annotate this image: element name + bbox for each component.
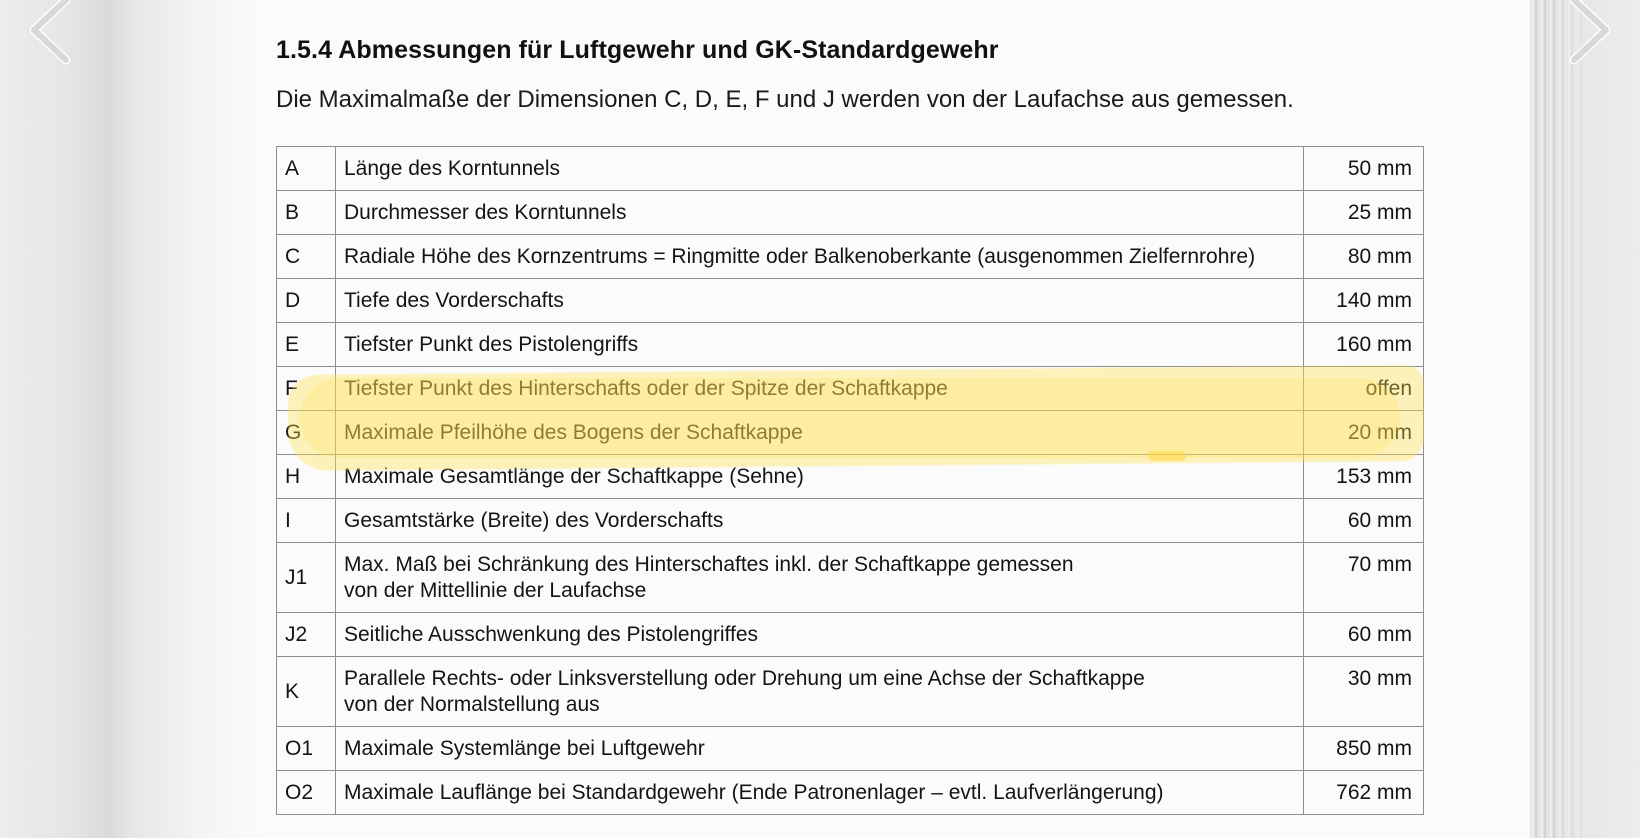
row-code: K [277, 657, 336, 727]
row-code: E [277, 323, 336, 367]
row-value: 160 mm [1304, 323, 1424, 367]
row-description-line: Maximale Pfeilhöhe des Bogens der Schaftkappe [344, 421, 803, 444]
table-row [277, 455, 1424, 499]
next-page-button[interactable] [1562, 0, 1622, 70]
row-description [336, 411, 1304, 455]
row-description [336, 323, 1304, 367]
chevron-right-icon [1562, 0, 1622, 70]
row-code: A [277, 147, 336, 191]
row-value: 20 mm [1304, 411, 1424, 455]
row-code: C [277, 235, 336, 279]
row-description-line: Durchmesser des Korntunnels [344, 201, 627, 224]
table-row [277, 613, 1424, 657]
reader-background-left [0, 0, 105, 838]
row-value: 60 mm [1304, 499, 1424, 543]
table-row [277, 771, 1424, 815]
row-value: 30 mm [1304, 657, 1424, 727]
row-description [336, 455, 1304, 499]
table-row [277, 727, 1424, 771]
row-description [336, 727, 1304, 771]
row-value: 153 mm [1304, 455, 1424, 499]
chevron-left-icon [18, 0, 78, 70]
row-value: 80 mm [1304, 235, 1424, 279]
row-description [336, 279, 1304, 323]
table-row [277, 191, 1424, 235]
row-code: I [277, 499, 336, 543]
row-description-line: Maximale Systemlänge bei Luftgewehr [344, 737, 705, 760]
intro-paragraph: Die Maximalmaße der Dimensionen C, D, E, F und J werden von der Laufachse aus gemessen. [276, 86, 1294, 113]
row-description-line: von der Mittellinie der Laufachse [344, 579, 647, 602]
row-description [336, 657, 1304, 727]
table-row [277, 543, 1424, 613]
row-description [336, 613, 1304, 657]
row-description [336, 235, 1304, 279]
row-code: O1 [277, 727, 336, 771]
table-row [277, 367, 1424, 411]
row-description-line: Tiefster Punkt des Hinterschafts oder der Spitze der Schaftkappe [344, 377, 948, 400]
reader-background-right [1562, 0, 1640, 838]
row-value: 140 mm [1304, 279, 1424, 323]
row-description-line: Tiefster Punkt des Pistolengriffs [344, 333, 639, 356]
table-row [277, 657, 1424, 727]
row-description [336, 147, 1304, 191]
dimensions-table [276, 146, 1424, 815]
row-description-line: Maximale Lauflänge bei Standardgewehr (Ende Patronenlager – evtl. Laufverlängerung) [344, 781, 1164, 804]
page-gutter-shadow [105, 0, 265, 838]
row-value: 60 mm [1304, 613, 1424, 657]
row-description-line: Gesamtstärke (Breite) des Vorderschafts [344, 509, 724, 532]
row-description-line: Radiale Höhe des Kornzentrums = Ringmitte oder Balkenoberkante (ausgenommen Zielfernrohre) [344, 245, 1256, 268]
row-description [336, 771, 1304, 815]
row-code: J2 [277, 613, 336, 657]
row-value: 25 mm [1304, 191, 1424, 235]
table-row [277, 235, 1424, 279]
row-value: 762 mm [1304, 771, 1424, 815]
row-description-line: Länge des Korntunnels [344, 157, 560, 180]
table-row [277, 499, 1424, 543]
row-value: 850 mm [1304, 727, 1424, 771]
row-description-line: Parallele Rechts- oder Linksverstellung oder Drehung um eine Achse der Schaftkappe [344, 667, 1145, 690]
row-code: F [277, 367, 336, 411]
row-description-line: von der Normalstellung aus [344, 693, 600, 716]
previous-page-button[interactable] [18, 0, 78, 70]
row-value: 70 mm [1304, 543, 1424, 613]
row-value: 50 mm [1304, 147, 1424, 191]
row-value: offen [1304, 367, 1424, 411]
row-code: B [277, 191, 336, 235]
table-row [277, 279, 1424, 323]
row-description [336, 499, 1304, 543]
row-code: H [277, 455, 336, 499]
row-code: G [277, 411, 336, 455]
section-title: 1.5.4 Abmessungen für Luftgewehr und GK-Standardgewehr [276, 36, 999, 64]
row-code: D [277, 279, 336, 323]
row-description [336, 191, 1304, 235]
row-description-line: Max. Maß bei Schränkung des Hinterschaftes inkl. der Schaftkappe gemessen [344, 553, 1074, 576]
table-row [277, 147, 1424, 191]
row-description-line: Seitliche Ausschwenkung des Pistolengriffes [344, 623, 759, 646]
row-description-line: Maximale Gesamtlänge der Schaftkappe (Sehne) [344, 465, 804, 488]
row-description-line: Tiefe des Vorderschafts [344, 289, 564, 312]
table-row [277, 411, 1424, 455]
row-description [336, 543, 1304, 613]
row-code: J1 [277, 543, 336, 613]
row-code: O2 [277, 771, 336, 815]
table-row [277, 323, 1424, 367]
row-description [336, 367, 1304, 411]
